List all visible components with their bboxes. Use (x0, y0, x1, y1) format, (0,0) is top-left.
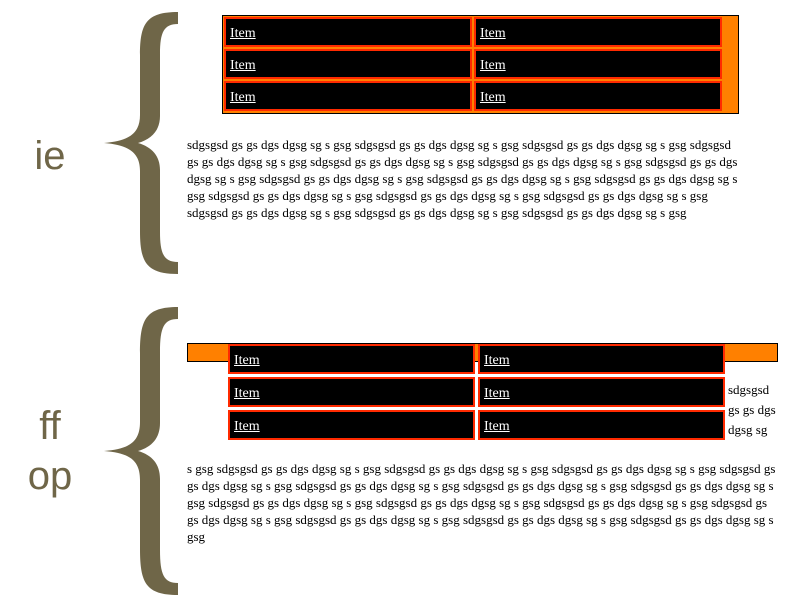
ff-menu-item[interactable] (478, 344, 725, 374)
ff-menu-item[interactable] (478, 410, 725, 440)
ff-menu-item[interactable] (478, 377, 725, 407)
ff-menu-item[interactable] (228, 410, 475, 440)
ie-menu-item[interactable] (474, 81, 722, 111)
ie-body-text: sdgsgsd gs gs dgs dgsg sg s gsg sdgsgsd gs gs dgs dgsg sg s gsg sdgsgsd gs gs dgs dgsg sg s gsg sdgsgsd gs gs dgs dgsg sg s gsg sdgsgsd gs gs dgs dgsg sg s gsg sdgsgsd gs gs dgs dgsg sg s gsg sdgsgsd gs gs dgs dgsg sg s gsg sdgsgsd gs gs dgs dgsg sg s gsg sdgsgsd gs gs dgs dgsg sg s gsg sdgsgsd gs gs dgs dgsg sg s gsg sdgsgsd gs gs dgs dgsg sg s gsg sdgsgsd gs gs dgs dgsg sg s gsg sdgsgsd gs gs dgs dgsg sg s gsg sdgsgsd gs gs dgs dgsg sg s gsg sdgsgsd gs gs dgs dgsg sg s gsg sdgsgsd gs gs dgs dgsg sg s gsg (187, 137, 738, 220)
ie-item-link[interactable]: Item (230, 26, 256, 41)
curly-brace-ie (98, 10, 182, 276)
ff-menu-item[interactable] (228, 377, 475, 407)
label-ie: ie (34, 134, 66, 178)
ie-item-link[interactable]: Item (480, 58, 506, 73)
label-op: op (27, 454, 73, 498)
ff-item-link[interactable]: Item (234, 419, 260, 434)
ff-item-link[interactable]: Item (234, 386, 260, 401)
ie-item-link[interactable]: Item (230, 58, 256, 73)
ie-menu-item[interactable] (224, 17, 472, 47)
ff-body-text: s gsg sdgsgsd gs gs dgs dgsg sg s gsg sdgsgsd gs gs dgs dgsg sg s gsg sdgsgsd gs gs dgs dgsg sg s gsg sdgsgsd gs gs dgs dgsg sg s gsg sdgsgsd gs gs dgs dgsg sg s gsg sdgsgsd gs gs dgs dgsg sg s gsg sdgsgsd gs gs dgs dgsg sg s gsg sdgsgsd gs gs dgs dgsg sg s gsg sdgsgsd gs gs dgs dgsg sg s gsg sdgsgsd gs gs dgs dgsg sg s gsg sdgsgsd gs gs dgs dgsg sg s gsg sdgsgsd gs gs dgs dgsg sg s gsg sdgsgsd gs gs dgs dgsg sg s gsg sdgsgsd gs gs dgs dgsg sg s gsg (187, 461, 776, 544)
ie-item-link[interactable]: Item (480, 26, 506, 41)
ff-item-link[interactable]: Item (234, 353, 260, 368)
curly-brace-ff (98, 305, 182, 597)
label-ff: ff (39, 404, 61, 448)
ie-menu-item[interactable] (474, 49, 722, 79)
ff-item-link[interactable]: Item (484, 386, 510, 401)
ff-item-link[interactable]: Item (484, 419, 510, 434)
ff-menu-item[interactable] (228, 344, 475, 374)
ie-menu-item[interactable] (474, 17, 722, 47)
ie-menu-item[interactable] (224, 49, 472, 79)
ff-side-text: sdgsgsd gs gs dgs dgsg sg (728, 382, 776, 437)
ie-menu-item[interactable] (224, 81, 472, 111)
ie-item-link[interactable]: Item (480, 90, 506, 105)
ie-item-link[interactable]: Item (230, 90, 256, 105)
ff-item-link[interactable]: Item (484, 353, 510, 368)
